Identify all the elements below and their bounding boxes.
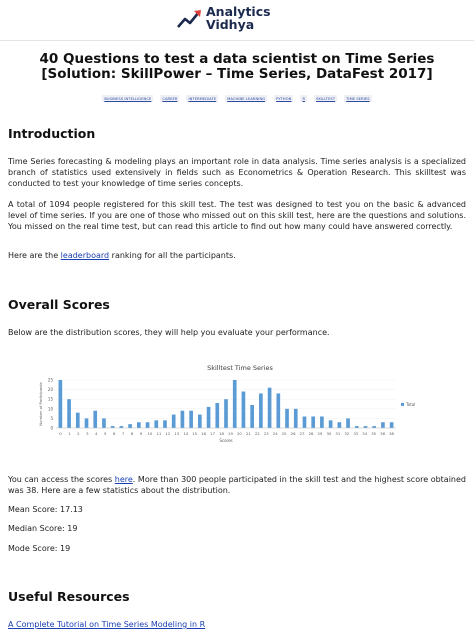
bar-score-18	[215, 403, 219, 428]
tag-r[interactable]: R	[302, 96, 306, 101]
leaderboard-post: ranking for all the participants.	[109, 251, 236, 260]
bar-score-35	[364, 426, 368, 428]
legend-label: Total	[406, 401, 416, 407]
bar-score-15	[189, 411, 193, 428]
bar-score-0	[59, 380, 63, 428]
x-tick-label: 34	[362, 431, 368, 436]
x-tick-label: 6	[112, 431, 116, 436]
bar-score-34	[355, 426, 359, 428]
x-tick-label: 25	[281, 431, 287, 436]
heading-useful-resources: Useful Resources	[8, 589, 130, 604]
x-tick-label: 31	[335, 431, 341, 436]
leaderboard-link[interactable]: leaderboard	[60, 251, 110, 260]
x-tick-label: 0	[59, 431, 62, 436]
tag-time-series[interactable]: TIME SERIES	[346, 96, 370, 101]
x-tick-label: 36	[380, 431, 386, 436]
x-tick-label: 11	[156, 431, 162, 436]
x-tick-label: 27	[299, 431, 305, 436]
x-tick-label: 20	[236, 431, 242, 436]
site-header	[0, 0, 474, 38]
bar-score-16	[198, 415, 202, 428]
bar-score-13	[172, 415, 176, 428]
bar-score-31	[329, 420, 333, 428]
x-tick-label: 16	[201, 431, 207, 436]
bar-score-23	[259, 393, 263, 428]
y-tick-label: 0	[50, 425, 53, 431]
scores-paragraph-1: Below are the distribution scores, they will help you evaluate your performance.	[8, 328, 330, 337]
heading-introduction: Introduction	[8, 126, 96, 141]
x-tick-label: 18	[219, 431, 224, 436]
x-tick-label: 29	[317, 431, 323, 436]
tag-business-intelligence[interactable]: BUSINESS INTELLIGENCE	[104, 96, 152, 101]
bar-score-5	[102, 418, 106, 428]
bar-score-11	[154, 420, 158, 428]
bar-score-7	[120, 426, 124, 428]
x-tick-label: 9	[139, 431, 143, 436]
bar-score-4	[93, 411, 97, 428]
intro-paragraph-3	[8, 251, 466, 262]
bar-score-37	[381, 422, 385, 428]
intro-paragraph-2: A total of 1094 people registered for this skill test. The test was designed to test you on the basic & advanced level of time series. If you are one of those who missed out on this skill test, here are the questions and solutions. You missed on the real time test, but can read this article to find out how many could have answered correctly.	[8, 200, 466, 231]
x-tick-label: 1	[68, 431, 71, 436]
y-tick-label: 15	[47, 396, 53, 402]
x-tick-label: 19	[228, 431, 233, 436]
bar-score-30	[320, 416, 324, 428]
bar-score-25	[276, 393, 280, 428]
bar-score-20	[233, 380, 237, 428]
y-tick-label: 5	[50, 415, 53, 421]
leaderboard-pre: Here are the	[8, 251, 61, 260]
bar-score-9	[137, 422, 141, 428]
x-tick-label: 35	[371, 431, 377, 436]
tag-list	[0, 95, 474, 102]
score-distribution-chart	[20, 360, 460, 450]
x-tick-label: 22	[254, 431, 260, 436]
bar-score-10	[146, 422, 150, 428]
bar-score-33	[346, 418, 350, 428]
x-tick-label: 32	[344, 431, 350, 436]
x-tick-label: 28	[308, 431, 314, 436]
chart-title: Skilltest Time Series	[207, 364, 273, 372]
legend-swatch	[401, 403, 404, 406]
x-tick-label: 2	[77, 431, 80, 436]
x-tick-label: 8	[130, 431, 134, 436]
mean-score: Mean Score: 17.13	[8, 505, 83, 514]
bar-score-32	[338, 422, 342, 428]
tag-python[interactable]: PYTHON	[276, 96, 292, 101]
header-divider	[0, 40, 474, 41]
bar-score-22	[250, 405, 254, 428]
x-tick-label: 24	[272, 431, 278, 436]
bar-score-21	[242, 392, 246, 428]
bar-score-36	[372, 426, 376, 428]
brand-line1: Analytics	[206, 4, 271, 19]
bar-score-14	[181, 411, 185, 428]
bar-score-19	[224, 399, 228, 428]
bar-score-24	[268, 388, 272, 428]
bar-score-2	[76, 413, 80, 428]
bar-score-27	[294, 409, 298, 428]
brand-name	[206, 6, 271, 31]
x-tick-label: 23	[263, 431, 269, 436]
scores-paragraph-2	[8, 475, 466, 497]
x-tick-label: 3	[86, 431, 89, 436]
y-axis-label: Number of Participants	[38, 382, 43, 426]
tag-intermediate[interactable]: INTERMEDIATE	[188, 96, 217, 101]
brand-logo[interactable]	[176, 6, 271, 31]
x-axis-label: Scores	[219, 438, 233, 443]
x-tick-label: 33	[353, 431, 359, 436]
x-tick-label: 14	[183, 431, 189, 436]
x-tick-label: 10	[147, 431, 153, 436]
x-tick-label: 13	[174, 431, 180, 436]
x-tick-label: 38	[389, 431, 394, 436]
x-tick-label: 26	[290, 431, 296, 436]
x-tick-label: 17	[210, 431, 216, 436]
bar-score-29	[311, 416, 315, 428]
bar-score-3	[85, 418, 89, 428]
median-score: Median Score: 19	[8, 524, 78, 533]
y-tick-label: 20	[47, 387, 53, 393]
x-tick-label: 4	[95, 431, 98, 436]
resource-paragraph	[8, 620, 466, 631]
brand-line2: Vidhya	[206, 16, 255, 32]
scores-link-pre: You can access the scores	[8, 475, 115, 484]
brand-arrow-icon	[176, 8, 202, 30]
x-tick-label: 7	[121, 431, 125, 436]
bar-score-28	[303, 416, 307, 428]
bar-score-38	[390, 422, 394, 428]
intro-paragraph-1: Time Series forecasting & modeling plays an important role in data analysis. Time series analysis is a specialized branch of statistics used extensively in fields such as Econometrics & Operation Research. This skilltest was conducted to test your knowledge of time series concepts.	[8, 157, 466, 188]
y-tick-label: 25	[47, 377, 53, 383]
mode-score: Mode Score: 19	[8, 544, 71, 553]
bar-score-17	[207, 407, 211, 428]
bar-score-8	[128, 424, 132, 428]
tag-machine-learning[interactable]: MACHINE LEARNING	[227, 96, 266, 101]
x-tick-label: 21	[245, 431, 251, 436]
bar-score-1	[67, 399, 71, 428]
article-title: 40 Questions to test a data scientist on Time Series [Solution: SkillPower – Time Series, DataFest 2017]	[39, 51, 435, 82]
bar-score-6	[111, 426, 115, 428]
bar-score-26	[285, 409, 289, 428]
tag-skilltest[interactable]: SKILLTEST	[316, 96, 336, 101]
tag-career[interactable]: CAREER	[162, 96, 178, 101]
x-tick-label: 15	[192, 431, 198, 436]
x-tick-label: 12	[165, 431, 171, 436]
resource-link-time-series-r[interactable]: A Complete Tutorial on Time Series Modeling in R	[8, 620, 206, 629]
bar-score-12	[163, 420, 167, 428]
x-tick-label: 30	[326, 431, 332, 436]
y-tick-label: 10	[47, 406, 53, 412]
x-tick-label: 5	[103, 431, 107, 436]
heading-overall-scores: Overall Scores	[8, 297, 110, 312]
scores-link-post: . More than 300 people participated in the skill test and the highest score obtained was 38. Here are a few statistics about the distribution.	[8, 475, 467, 495]
scores-link[interactable]: here	[114, 475, 133, 484]
